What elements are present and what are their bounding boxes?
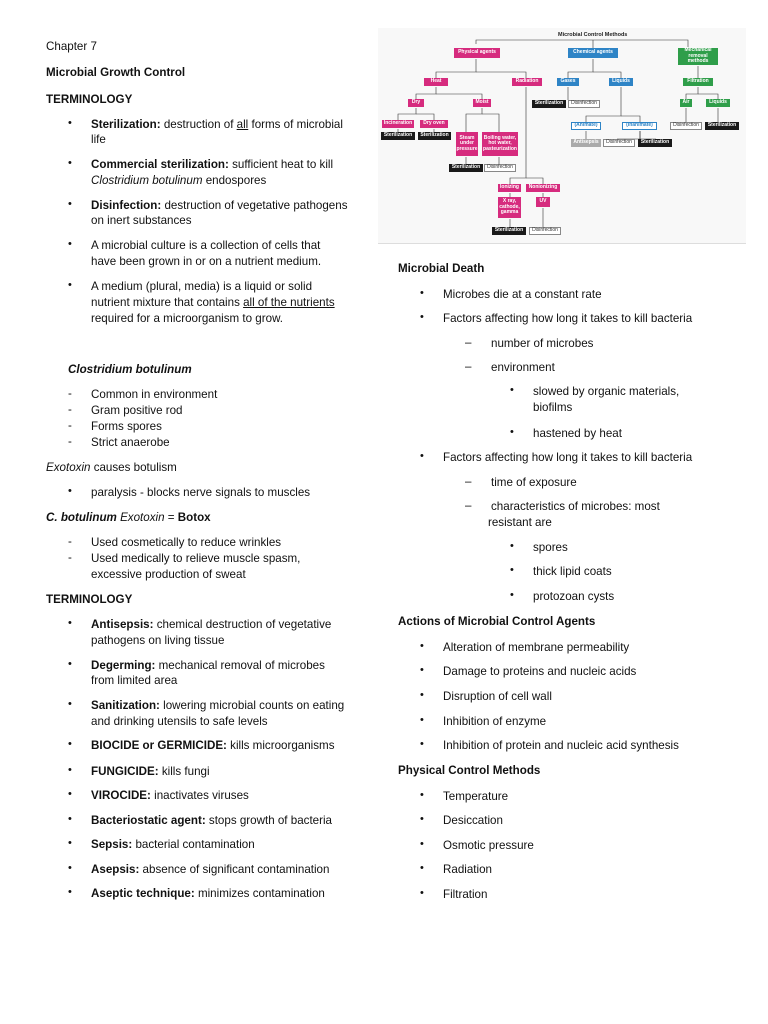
- botox-item: Used medically to relieve muscle spasm,: [91, 552, 301, 565]
- antisepsis-box: Antisepsis: [571, 139, 601, 147]
- diagram-divider: [378, 243, 746, 244]
- heat-box: Heat: [424, 78, 448, 86]
- dash: -: [68, 535, 72, 548]
- death-item: Factors affecting how long it takes to kill bacteria: [443, 451, 693, 464]
- bullet: •: [68, 658, 72, 670]
- bullet: •: [420, 689, 424, 701]
- dash: -: [68, 551, 72, 564]
- sterilization-box: Sterilization: [418, 132, 451, 140]
- bullet: •: [420, 813, 424, 825]
- terminology-heading-2: TERMINOLOGY: [46, 593, 133, 606]
- uv-box: UV: [536, 197, 550, 207]
- bullet: •: [68, 813, 72, 825]
- bullet: •: [68, 698, 72, 710]
- physical-agents-box: Physical agents: [454, 48, 500, 58]
- bullet: •: [510, 384, 514, 396]
- term-culture-cont: have been grown in or on a nutrient medium.: [91, 255, 322, 268]
- mechanical-removal-box: Mechanical removal methods: [678, 48, 718, 65]
- cb-heading: Clostridium botulinum: [68, 363, 192, 376]
- bullet: •: [420, 640, 424, 652]
- bullet: •: [420, 287, 424, 299]
- bullet: •: [420, 664, 424, 676]
- term-bacteriostatic: Bacteriostatic agent: stops growth of bacteria: [91, 814, 332, 827]
- cb-item: Common in environment: [91, 388, 218, 401]
- dry-box: Dry: [408, 99, 424, 107]
- term-sterilization: Sterilization: destruction of all forms of microbial: [91, 118, 343, 131]
- exotoxin-effect: paralysis - blocks nerve signals to muscles: [91, 486, 311, 499]
- term-degerming-cont: from limited area: [91, 674, 178, 687]
- chapter-label: Chapter 7: [46, 40, 97, 53]
- botox-item-cont: excessive production of sweat: [91, 568, 246, 581]
- bullet: •: [68, 837, 72, 849]
- sterilization-box: Sterilization: [381, 132, 415, 140]
- bullet: •: [420, 862, 424, 874]
- radiation-box: Radiation: [512, 78, 542, 86]
- action-item: Disruption of cell wall: [443, 690, 552, 703]
- incineration-box: Incineration: [383, 120, 413, 127]
- term-culture: A microbial culture is a collection of cells that: [91, 239, 321, 252]
- physical-item: Osmotic pressure: [443, 839, 534, 852]
- microbial-control-methods-diagram: [378, 28, 746, 243]
- term-sanitization-cont: and drinking utensils to safe levels: [91, 715, 268, 728]
- physical-control-heading: Physical Control Methods: [398, 764, 541, 777]
- dash: -: [68, 435, 72, 448]
- death-subitem: number of microbes: [491, 337, 594, 350]
- physical-item: Filtration: [443, 888, 488, 901]
- disinfection-box: Disinfection: [484, 164, 516, 172]
- bullet: •: [68, 485, 72, 497]
- action-item: Inhibition of protein and nucleic acid synthesis: [443, 739, 679, 752]
- actions-heading: Actions of Microbial Control Agents: [398, 615, 596, 628]
- dash: –: [465, 475, 472, 488]
- environment-factor: slowed by organic materials,: [533, 385, 680, 398]
- term-sepsis: Sepsis: bacterial contamination: [91, 838, 255, 851]
- disinfection-box: Disinfection: [603, 139, 635, 147]
- filtration-box: Filtration: [683, 78, 713, 86]
- term-medium-cont: nutrient mixture that contains all of the nutrients: [91, 296, 335, 309]
- dash: –: [465, 336, 472, 349]
- bullet: •: [420, 838, 424, 850]
- physical-item: Desiccation: [443, 814, 503, 827]
- death-item: Microbes die at a constant rate: [443, 288, 602, 301]
- term-biocide: BIOCIDE or GERMICIDE: kills microorganisms: [91, 739, 335, 752]
- term-disinfection-cont: on inert substances: [91, 214, 192, 227]
- liquids-filter-box: Liquids: [706, 99, 730, 107]
- exotoxin-line: Exotoxin causes botulism: [46, 461, 177, 474]
- death-subitem: environment: [491, 361, 555, 374]
- environment-factor-cont: biofilms: [533, 401, 573, 414]
- action-item: Alteration of membrane permeability: [443, 641, 630, 654]
- inanimate-box: (Inanimate): [622, 122, 657, 130]
- disinfection-box: Disinfection: [670, 122, 702, 130]
- bullet: •: [68, 886, 72, 898]
- term-asepsis: Asepsis: absence of significant contamination: [91, 863, 330, 876]
- dash: –: [465, 499, 472, 512]
- dash: -: [68, 403, 72, 416]
- resistant-item: spores: [533, 541, 568, 554]
- term-degerming: Degerming: mechanical removal of microbes: [91, 659, 325, 672]
- bullet: •: [68, 764, 72, 776]
- cb-item: Gram positive rod: [91, 404, 183, 417]
- bullet: •: [510, 426, 514, 438]
- term-fungicide: FUNGICIDE: kills fungi: [91, 765, 210, 778]
- bullet: •: [68, 788, 72, 800]
- physical-item: Temperature: [443, 790, 509, 803]
- death-subitem: characteristics of microbes: most: [491, 500, 660, 513]
- moist-box: Moist: [473, 99, 491, 107]
- physical-item: Radiation: [443, 863, 492, 876]
- microbial-death-heading: Microbial Death: [398, 262, 485, 275]
- bullet: •: [510, 540, 514, 552]
- dry-oven-box: Dry oven: [420, 120, 448, 128]
- term-medium: A medium (plural, media) is a liquid or solid: [91, 280, 313, 293]
- boiling-water-box: Boiling water, hot water, pasteurization: [482, 132, 518, 156]
- dash: -: [68, 419, 72, 432]
- liquids-box: Liquids: [609, 78, 633, 86]
- bullet: •: [420, 738, 424, 750]
- bullet: •: [68, 279, 72, 291]
- botox-line: C. botulinum Exotoxin = Botox: [46, 511, 211, 524]
- bullet: •: [68, 198, 72, 210]
- term-sterilization-cont: life: [91, 133, 106, 146]
- bullet: •: [68, 117, 72, 129]
- bullet: •: [68, 862, 72, 874]
- bullet: •: [420, 714, 424, 726]
- animate-box: (Animate): [571, 122, 601, 130]
- steam-pressure-box: Steam under pressure: [456, 132, 478, 156]
- disinfection-box: Disinfection: [529, 227, 561, 235]
- cb-item: Forms spores: [91, 420, 162, 433]
- term-antisepsis-cont: pathogens on living tissue: [91, 634, 225, 647]
- sterilization-box: Sterilization: [449, 164, 483, 172]
- term-medium-cont2: required for a microorganism to grow.: [91, 312, 284, 325]
- environment-factor: hastened by heat: [533, 427, 622, 440]
- bullet: •: [420, 887, 424, 899]
- bullet: •: [420, 311, 424, 323]
- dash: -: [68, 387, 72, 400]
- sterilization-box: Sterilization: [638, 139, 672, 147]
- term-commercial-sterilization-cont: Clostridium botulinum endospores: [91, 174, 267, 187]
- term-sanitization: Sanitization: lowering microbial counts on eating: [91, 699, 345, 712]
- term-disinfection: Disinfection: destruction of vegetative pathogens: [91, 199, 348, 212]
- bullet: •: [68, 238, 72, 250]
- death-subitem: time of exposure: [491, 476, 577, 489]
- sterilization-box: Sterilization: [705, 122, 739, 130]
- dash: –: [465, 360, 472, 373]
- death-item: Factors affecting how long it takes to kill bacteria: [443, 312, 693, 325]
- bullet: •: [68, 157, 72, 169]
- term-antisepsis: Antisepsis: chemical destruction of vegetative: [91, 618, 332, 631]
- bullet: •: [68, 738, 72, 750]
- bullet: •: [420, 450, 424, 462]
- xray-box: X ray, cathode, gamma: [498, 197, 521, 218]
- action-item: Damage to proteins and nucleic acids: [443, 665, 637, 678]
- term-commercial-sterilization: Commercial sterilization: sufficient heat to kill: [91, 158, 334, 171]
- chemical-agents-box: Chemical agents: [568, 48, 618, 58]
- nonionizing-box: Nonionizing: [526, 184, 560, 192]
- bullet: •: [510, 589, 514, 601]
- sterilization-box: Sterilization: [532, 100, 566, 108]
- disinfection-box: Disinfection: [568, 100, 600, 108]
- death-subitem-cont: resistant are: [488, 516, 552, 529]
- term-virocide: VIROCIDE: inactivates viruses: [91, 789, 249, 802]
- term-aseptic-technique: Aseptic technique: minimizes contamination: [91, 887, 325, 900]
- botox-item: Used cosmetically to reduce wrinkles: [91, 536, 282, 549]
- document-title: Microbial Growth Control: [46, 66, 186, 79]
- ionizing-box: Ionizing: [498, 184, 521, 192]
- air-box: Air: [680, 99, 692, 107]
- bullet: •: [510, 564, 514, 576]
- diagram-title: Microbial Control Methods: [558, 32, 628, 38]
- bullet: •: [420, 789, 424, 801]
- bullet: •: [68, 617, 72, 629]
- terminology-heading: TERMINOLOGY: [46, 93, 133, 106]
- gases-box: Gases: [557, 78, 579, 86]
- resistant-item: protozoan cysts: [533, 590, 615, 603]
- action-item: Inhibition of enzyme: [443, 715, 547, 728]
- cb-item: Strict anaerobe: [91, 436, 170, 449]
- sterilization-box: Sterilization: [492, 227, 526, 235]
- resistant-item: thick lipid coats: [533, 565, 612, 578]
